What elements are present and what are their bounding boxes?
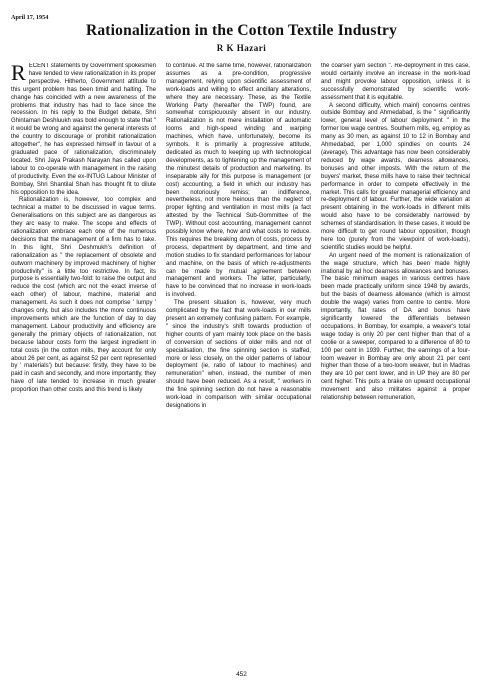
paragraph-text: ECENT statements by Government spokesmen have tended to view rationalization in its proper perspective. Hitherto, Government attitude to this urgent problem has been timid and halting. The change has coincided with a new awareness of the problems that industry has had to face since the recession. In his reply to the Budget debate, Shri Ghintaman Deshluukh was bold enough to state that " it would be wrong and against the general interests of the country to discourage or prohibit rationalization altogether", he has expressed himself in favour of a graduated pace of rationalization, discriminately located. Shri Jaya Prakash Narayan has called upon labour to co-operate with management in the raising of productivity. Even the ex-INTUG Labour Minister of Bombay, Shri Shantilal Shah has thought fit to dilute his opposition to the idea. <box>11 63 156 196</box>
paragraph <box>11 63 156 197</box>
paragraph: A second difficulty, which mainl) concerns centres outside Bombay and Ahmedabad, is the " significantly lower, general level of labour deployment " in the former low wage centres. Southern mills, eg, employ as many as 30 men, as against 10 to 12 in Bombay and Ahmedabad, per 1,000 spindles on counts 24 (average). This advantage has now been considerably reduced by wage awards, dearness allowances, bonuses and other imposts. With the return of the buyers' market, these mills have to raise their technical performance in order to compete effectively in the market. This calls for greater managerial efficiency and re-deployment of labour. Further, the wide variation at present obtaining in the work-loads in different mills would also have to be considerably narrowed by schemes of standardisation. In these cases, it would be more difficult to get round labour opposition, though here too (purely from the viewpoint of work-loads), scientific studies would be helpful. <box>321 102 470 251</box>
paragraph: the coarser yarn section ". Re-deployment in this case, would certainly involve an increase in the work-load and might provoke labour opposition, unless it is successfully demonstrated by scientific work-assessment that it is equitable. <box>321 63 470 101</box>
drop-cap: R <box>11 63 26 85</box>
paragraph: to continue. At the same time, however, rationalization assumes as a pre-condition, progressive management, relying upon scientific assessment of work-loads and willing to effect ancillary alterations, where they are necessary. These, as the Textile Working Party (hereafter the TWP) found, are somewhat conspicuously absent in our industry. Rationalization is not mere installation of automatic looms and high-speed winding and warping machines, which have, unfortunately, become its symbols. It is primarily a progressive attitude, dedicated as much to keeping up with technological developments, as to tightening up the management of the minutest details of production and marketing. Its inseparable ally for this purpose is management (or cost) accounting, a field in which our industry has been notoriously remiss; an indifference, nevertheless, not more heinous than the neglect of proper lighting and ventilation in most mills (a fact attested by the Technical Sub-Gommittee of the TWP). Without cost accounting, management cannot possibly know where, how and what costs to reduce. This requires the breaking down of costs, process by process, department by department, and time and motion studies to fix standard performances for labour and machine, on the basis of which re-adjustments can be made by mutual agreement between management and workers. The latter, particularly, have to be convinced that no increase in work-loads is involved. <box>166 63 311 299</box>
text-column-3 <box>321 63 470 663</box>
paragraph: The present situation is, however, very much complicated by the fact that work-loads in our mills present an extremely confusing pattern. For example, " since the industry's shift towards production of higher counts of yarn mainly took place on the basis of conversion of sections of older mills and not of specialisation, the fine spinning section is staffed, more or less closely, on the older patterns of labour deployment (ie, ratio of labour to machines) and remuneration" when, instead, the number of men should have been reduced. As a result, " workers in the fine spinning section do not have a reasonable work-load in comparison with similar occupational designations in <box>166 300 311 409</box>
article-title: Rationalization in the Cotton Textile Industry <box>85 22 398 39</box>
article-author: R K Hazari <box>216 43 267 53</box>
paragraph: An urgent need of the moment is rationalization of the wage structure, which has been made highly irrational by ad hoc dearness allowances and bonuses. The basic minimum wages in various centres have been made practically uniform since 1948 by awards, but the basis of dearness allowance (which is almost double the wage) varies from centre to centre. More importantly, flat rates of DA and bonus have significantly lowered the differentials between occupations. In Bombay, for example, a weaver's total wage today is only 20 per cent higher than that of a coolie or a sweeper, compared to a difference of 80 to 100 per cent in 1939. Further, the earnings of a four-loom weaver in Bombay are only about 21 per cent higher than those of a two-loom weaver, but in Madras they are 10 per cent lower, and in UP they are 80 per cent higher. This puts a brake on upward occupational movement and also militates against a proper relationship between remuneration, <box>321 252 470 402</box>
page-number: 452 <box>236 671 247 678</box>
issue-date: April 17, 1954 <box>11 14 49 21</box>
text-column-1 <box>11 63 156 663</box>
paragraph: Rationalization is, however, too complex and technical a matter to be discussed in vague terms. Generalisations on this subject are as dangerous as they arc easy to make. The scope and effects of rationalization embrace each one of the numerous decisions that the management of a firm has to take. In this light, Shri Deshmukh's definition of rationalization as " the replacement of obsolete and outworn machinery by improved machinery of higher productivity" is a little too restrictive. In fact, its purpose is essentially two-fold: to raise the output and reduce the cost (which arc not the exact inverse of each other) of labour, machine, material and management. As such it does not comprise ' lumpy ' changes only, but also includes the more continuous improvements which are the function of day to day management. Labour productivity and efficiency are generally the primary objects of rationalization, not because labour costs form the largest ingredient in total costs (in the cotton mills, they account for only about 26 per cent, as against 52 per cent represented by ' materials') but because: firstly, they have to be paid in cash and secondly, and more importantly, they have of late tended to increase in much greater proportion than other costs and this trend is likely <box>11 197 156 394</box>
text-column-2 <box>166 63 311 663</box>
